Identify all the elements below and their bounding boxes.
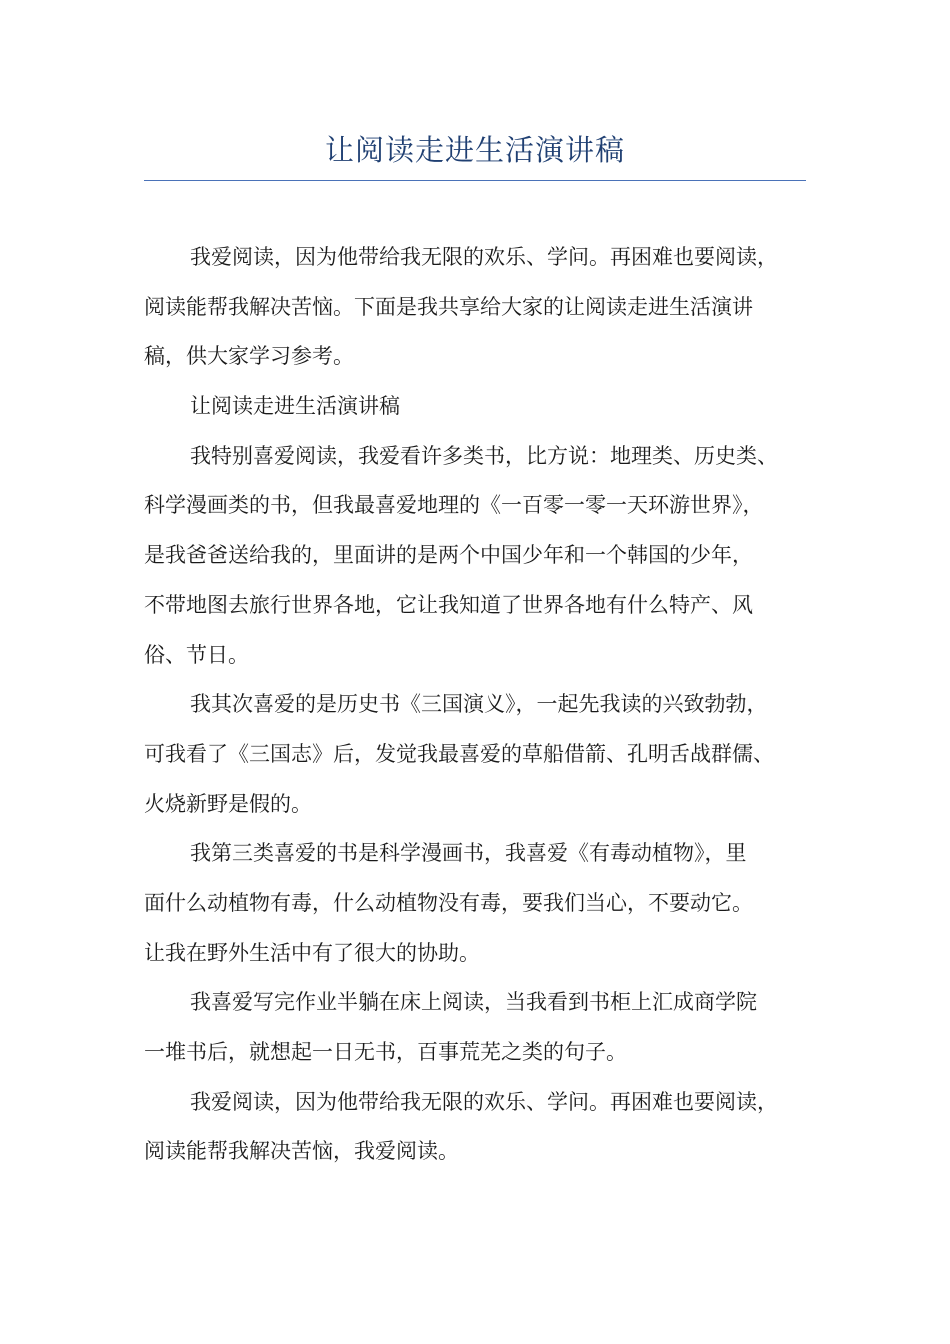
text-line: 我特别喜爱阅读，我爱看许多类书，比方说：地理类、历史类、	[190, 443, 778, 468]
text-line: 不带地图去旅行世界各地，它让我知道了世界各地有什么特产、风	[144, 592, 753, 617]
text-line: 我爱阅读，因为他带给我无限的欢乐、学问。再困难也要阅读，	[190, 245, 778, 269]
title-underline	[144, 180, 806, 181]
document-title: 让阅读走进生活演讲稿	[324, 133, 625, 167]
text-line: 稿，供大家学习参考。	[144, 344, 354, 369]
text-line: 面什么动植物有毒，什么动植物没有毒，要我们当心，不要动它。	[144, 890, 753, 915]
section-heading: 让阅读走进生活演讲稿	[190, 394, 400, 419]
text-line: 是我爸爸送给我的，里面讲的是两个中国少年和一个韩国的少年，	[144, 543, 753, 568]
text-line: 我喜爱写完作业半躺在床上阅读，当我看到书柜上汇成商学院	[190, 990, 757, 1015]
text-line: 一堆书后，就想起一日无书，百事荒芜之类的句子。	[144, 1040, 627, 1064]
text-line: 俗、节日。	[144, 642, 249, 667]
text-line: 阅读能帮我解决苦恼。下面是我共享给大家的让阅读走进生活演讲	[144, 294, 753, 319]
text-line: 我爱阅读，因为他带给我无限的欢乐、学问。再困难也要阅读，	[190, 1089, 778, 1114]
document-body	[144, 233, 824, 1177]
text-line: 阅读能帮我解决苦恼，我爱阅读。	[144, 1139, 459, 1164]
text-line: 火烧新野是假的。	[144, 791, 312, 816]
text-line: 我第三类喜爱的书是科学漫画书，我喜爱《有毒动植物》，里	[190, 841, 747, 866]
text-line: 可我看了《三国志》后，发觉我最喜爱的草船借箭、孔明舌战群儒、	[144, 741, 774, 766]
text-line: 让我在野外生活中有了很大的协助。	[144, 940, 480, 965]
text-line: 科学漫画类的书，但我最喜爱地理的《一百零一零一天环游世界》，	[144, 493, 764, 518]
text-line: 我其次喜爱的是历史书《三国演义》，一起先我读的兴致勃勃，	[190, 692, 768, 717]
